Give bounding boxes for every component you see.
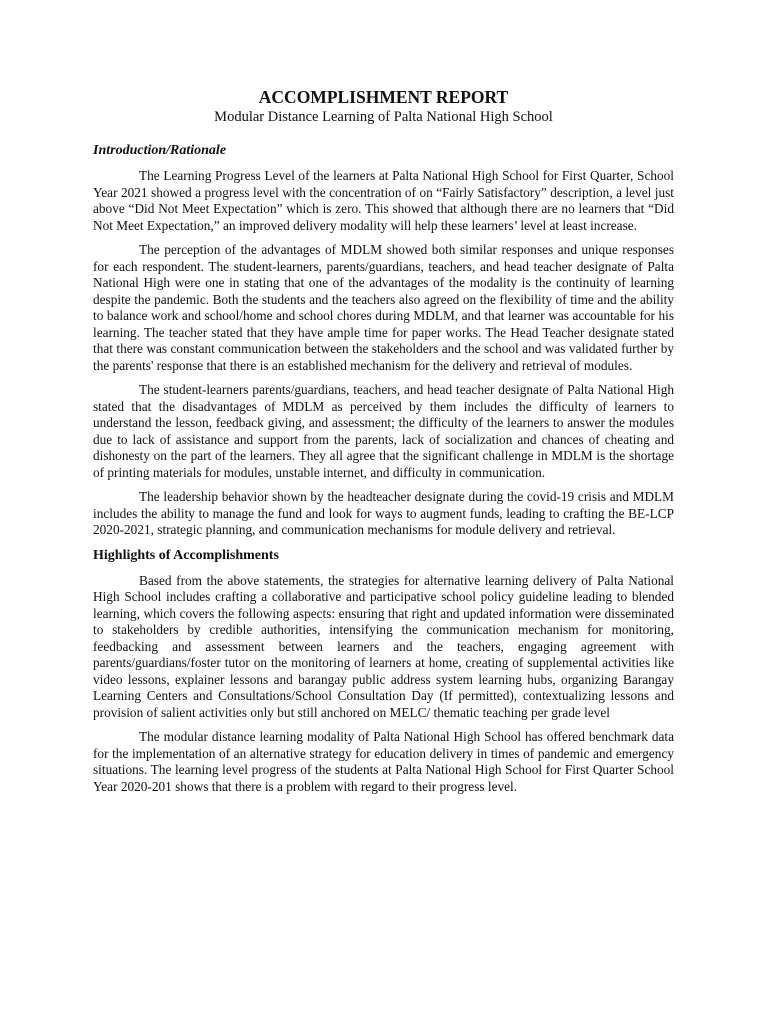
section-heading-highlights: Highlights of Accomplishments xyxy=(93,547,279,563)
paragraph-intro-2: The perception of the advantages of MDLM showed both similar responses and unique responses for each respondent. The student-learners, parents/guardians, teachers, and head teacher designate of Palta National High were one in stating that one of the advantages of the modality is the continuity of learning despite the pandemic. Both the students and the teachers also agreed on the flexibility of time and the ability to balance work and school/home and school chores during MDLM, and that learner was accountable for his learning. The teacher stated that they have ample time for paper works. The Head Teacher designate stated that there was constant communication between the stakeholders and the school and was validated further by the parents' response that there is an established mechanism for the delivery and retrieval of modules. xyxy=(93,242,674,373)
section-highlights xyxy=(93,547,674,796)
section-introduction xyxy=(93,142,674,539)
paragraph-intro-1: The Learning Progress Level of the learners at Palta National High School for First Quarter, School Year 2021 showed a progress level with the concentration of on “Fairly Satisfactory” description, a level just above “Did Not Meet Expectation” which is zero. This showed that although there are no learners that “Did Not Meet Expectation,” an improved delivery modality will help these learners’ level at least increase. xyxy=(93,168,674,233)
paragraph-highlights-2: The modular distance learning modality of Palta National High School has offered benchmark data for the implementation of an alternative strategy for education delivery in times of pandemic and emergency situations. The learning level progress of the students at Palta National High School for First Quarter School Year 2020-201 shows that there is a problem with regard to their progress level. xyxy=(93,729,674,794)
report-subtitle: Modular Distance Learning of Palta National High School xyxy=(214,109,553,125)
paragraph-highlights-1: Based from the above statements, the strategies for alternative learning delivery of Palta National High School includes crafting a collaborative and participative school policy guideline leading to blended learning, which covers the following aspects: ensuring that right and updated information were disseminated to stakeholders by credible authorities, intensifying the communication mechanism for monitoring, feedbacking and assessment between learners and the teachers, engaging agreement with parents/guardians/foster tutor on the monitoring of learners at home, creating of supplemental activities like video lessons, explainer lessons and barangay public address system learning hubs, organizing Barangay Learning Centers and Consultations/School Consultation Day (If permitted), contextualizing lessons and provision of salient activities only but still anchored on MELC/ thematic teaching per grade level xyxy=(93,572,674,720)
paragraph-intro-3: The student-learners parents/guardians, teachers, and head teacher designate of Palta National High stated that the disadvantages of MDLM as perceived by them includes the difficulty of learners to understand the lesson, feedback giving, and assessment; the difficulty of the learners to answer the modules due to lack of assistance and support from the parents, lack of socialization and chances of cheating and dishonesty on the part of the learners. They all agree that the significant challenge in MDLM is the shortage of printing materials for modules, unstable internet, and difficulty in communication. xyxy=(93,382,674,480)
document-page xyxy=(93,86,674,803)
section-heading-introduction: Introduction/Rationale xyxy=(93,143,227,158)
report-title: ACCOMPLISHMENT REPORT xyxy=(258,87,509,107)
paragraph-intro-4: The leadership behavior shown by the headteacher designate during the covid-19 crisis and MDLM includes the ability to manage the fund and look for ways to augment funds, leading to crafting the BE-LCP 2020-2021, strategic planning, and communication mechanisms for module delivery and retrieval. xyxy=(93,489,674,537)
